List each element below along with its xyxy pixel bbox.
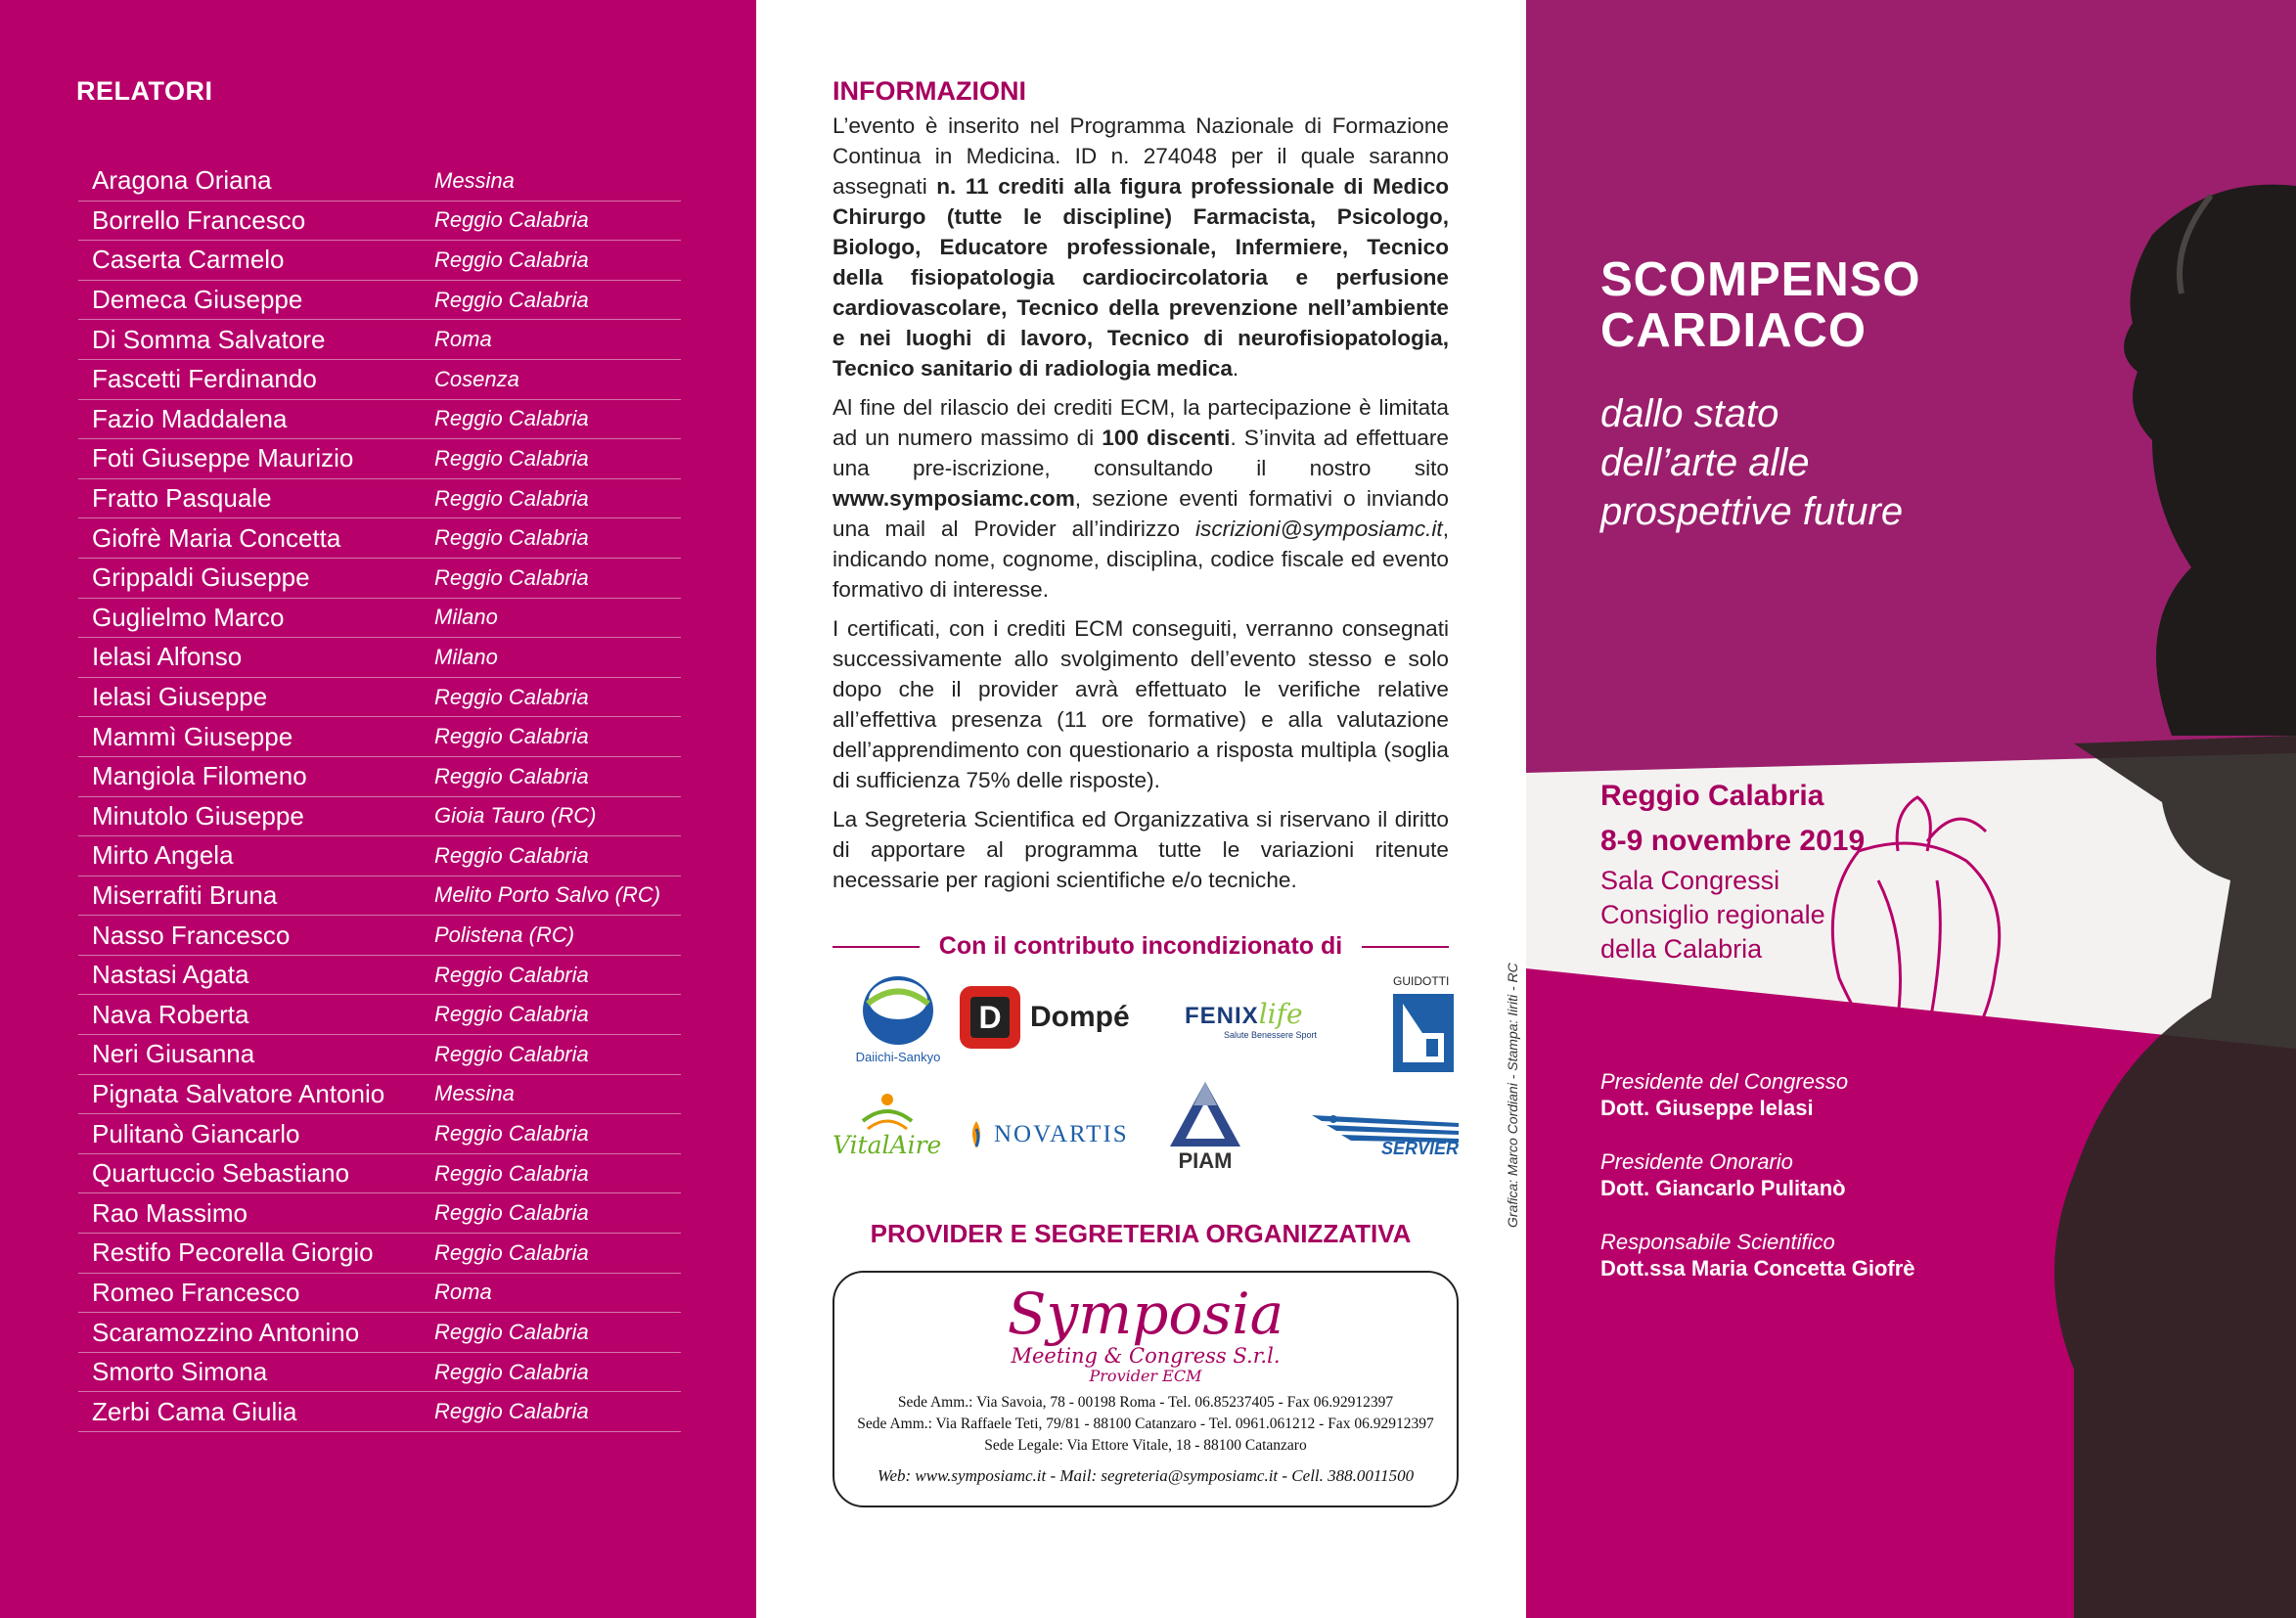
subtitle-line: dell’arte alle — [1600, 441, 1810, 484]
speaker-row — [78, 1075, 681, 1115]
provider-ecm: Provider ECM — [1089, 1367, 1202, 1385]
venue-line: Consiglio regionale — [1600, 900, 1825, 929]
cover-panel — [1526, 0, 2296, 1618]
event-date: 8-9 novembre 2019 — [1600, 825, 1866, 857]
speaker-city: Reggio Calabria — [434, 406, 589, 431]
info-paragraph-4: La Segreteria Scientifica ed Organizzativa si riservano il diritto di apportare al programma tutte le variazioni ritenute necessarie per ragioni scientifiche e/o tecniche. — [833, 807, 1449, 892]
speaker-row — [78, 757, 681, 797]
speaker-row — [78, 400, 681, 440]
speakers-heading: RELATORI — [76, 76, 213, 106]
speaker-row — [78, 599, 681, 639]
guidotti-emblem-icon — [1393, 988, 1454, 1072]
speaker-city: Reggio Calabria — [434, 763, 589, 788]
divider — [833, 946, 920, 948]
speaker-name: Ielasi Alfonso — [92, 642, 243, 672]
speaker-city: Roma — [434, 1280, 492, 1305]
speaker-city: Roma — [434, 327, 492, 352]
speaker-name: Mangiola Filomeno — [92, 761, 307, 791]
speaker-name: Neri Giusanna — [92, 1039, 255, 1069]
speaker-name: Mirto Angela — [92, 840, 234, 871]
speaker-city: Reggio Calabria — [434, 247, 589, 272]
speaker-row — [78, 876, 681, 917]
role-person: Dott. Giancarlo Pulitanò — [1600, 1176, 1846, 1200]
speaker-row — [78, 1353, 681, 1393]
speaker-city: Reggio Calabria — [434, 445, 589, 471]
speaker-city: Reggio Calabria — [434, 1002, 589, 1027]
speaker-row — [78, 995, 681, 1035]
dompe-emblem-icon — [960, 986, 1020, 1049]
daiichi-sankyo-logo — [834, 974, 962, 1064]
speaker-row — [78, 281, 681, 321]
servier-text: SERVIER — [1380, 1139, 1459, 1158]
speaker-name: Aragona Oriana — [92, 165, 272, 196]
fenix-script: life — [1258, 998, 1303, 1030]
subtitle-line: prospettive future — [1600, 490, 1904, 533]
speaker-row — [78, 1313, 681, 1353]
speaker-row — [78, 360, 681, 400]
speaker-name: Ielasi Giuseppe — [92, 682, 268, 712]
vitalaire-text: VitalAire — [833, 1131, 942, 1159]
provider-name: Symposia — [1007, 1281, 1284, 1347]
speaker-row — [78, 320, 681, 360]
speaker-city: Reggio Calabria — [434, 1200, 589, 1226]
speaker-city: Reggio Calabria — [434, 724, 589, 749]
speaker-name: Nasso Francesco — [92, 920, 291, 950]
speaker-row — [78, 678, 681, 718]
speaker-city: Reggio Calabria — [434, 1121, 589, 1146]
role-label: Presidente del Congresso — [1600, 1069, 1849, 1094]
info-panel — [756, 0, 1526, 1618]
speaker-name: Pignata Salvatore Antonio — [92, 1078, 385, 1108]
dompe-mark: D — [970, 997, 1010, 1038]
provider-address-1: Sede Amm.: Via Savoia, 78 - 00198 Roma - Tel. 06.85237405 - Fax 06.92912397 — [897, 1394, 1394, 1411]
speaker-row — [78, 202, 681, 242]
speaker-name: Foti Giuseppe Maurizio — [92, 443, 354, 473]
sponsor-logos — [833, 974, 1459, 1190]
sponsors-label: Con il contributo incondizionato di — [938, 932, 1343, 960]
speaker-row — [78, 916, 681, 956]
speaker-city: Messina — [434, 1081, 515, 1106]
speaker-city: Reggio Calabria — [434, 1041, 589, 1066]
speaker-city: Gioia Tauro (RC) — [434, 803, 597, 829]
event-subtitle — [1600, 389, 1903, 536]
info-paragraph-3: I certificati, con i crediti ECM conseguiti, verranno consegnati successivamente allo svolgimento dell’evento stesso e solo dopo che il provider avrà effettuato le verifiche relative all’effettiva presenza (11 ore formative) e alla valutazione dell’apprendimento con questionario a risposta multipla (soglia di sufficienza 75% delle risposte). — [833, 616, 1449, 792]
venue-line: della Calabria — [1600, 934, 1763, 964]
speaker-city: Polistena (RC) — [434, 922, 575, 948]
fenix-sub: Salute Benessere Sport — [1224, 1030, 1318, 1040]
speaker-row — [78, 1234, 681, 1274]
speaker-name: Minutolo Giuseppe — [92, 800, 304, 831]
speaker-name: Caserta Carmelo — [92, 245, 285, 275]
vitalaire-logo — [833, 1092, 941, 1159]
event-title — [1600, 254, 1921, 356]
speaker-city: Reggio Calabria — [434, 1160, 589, 1186]
info-paragraph-1 — [833, 111, 1449, 383]
speaker-name: Grippaldi Giuseppe — [92, 562, 310, 593]
fenix-text: FENIX — [1185, 1003, 1259, 1029]
speaker-city: Reggio Calabria — [434, 1359, 589, 1384]
provider-box — [833, 1271, 1459, 1507]
speaker-city: Reggio Calabria — [434, 1320, 589, 1345]
speaker-row — [78, 1274, 681, 1314]
piam-text: PIAM — [1178, 1148, 1233, 1173]
speaker-row — [78, 956, 681, 996]
info-text: Al fine del rilascio dei crediti ECM, la partecipazione è limitata ad un numero massimo di — [833, 395, 1449, 450]
info-text: L’evento è inserito nel Programma Nazionale di Formazione Continua in Medicina. ID n. 274048 per il quale saranno assegnati — [833, 113, 1449, 199]
speaker-city: Milano — [434, 644, 498, 669]
statue-image — [2054, 736, 2296, 1618]
speaker-city: Reggio Calabria — [434, 485, 589, 511]
speaker-city: Reggio Calabria — [434, 962, 589, 987]
event-roles — [1600, 1068, 1915, 1309]
speaker-city: Reggio Calabria — [434, 1239, 589, 1265]
info-heading: INFORMAZIONI — [833, 76, 1026, 106]
servier-logo — [1312, 1111, 1459, 1159]
info-paragraph-2 — [833, 392, 1449, 605]
speaker-row — [78, 161, 681, 202]
speaker-name: Di Somma Salvatore — [92, 324, 326, 354]
provider-contacts[interactable]: Web: www.symposiamc.it - Mail: segreteria@symposiamc.it - Cell. 388.0011500 — [877, 1466, 1415, 1485]
speaker-name: Nastasi Agata — [92, 960, 249, 990]
speaker-row — [78, 717, 681, 757]
title-line: SCOMPENSO — [1600, 253, 1921, 306]
speaker-city: Reggio Calabria — [434, 287, 589, 312]
speaker-city: Reggio Calabria — [434, 207, 589, 233]
event-venue — [1600, 864, 1865, 966]
divider — [1362, 946, 1449, 948]
speaker-name: Demeca Giuseppe — [92, 285, 303, 315]
speakers-panel — [0, 0, 756, 1618]
role-person: Dott. Giuseppe Ielasi — [1600, 1096, 1814, 1120]
info-text: , indicando nome, cognome, disciplina, codice fiscale ed evento formativo di interesse. — [833, 517, 1449, 602]
speaker-row — [78, 1392, 681, 1432]
title-line: CARDIACO — [1600, 304, 1868, 357]
speaker-name: Fazio Maddalena — [92, 403, 288, 433]
speaker-row — [78, 439, 681, 479]
speaker-city: Reggio Calabria — [434, 842, 589, 868]
daiichi-emblem-icon — [860, 974, 936, 1047]
daiichi-text: Daiichi-Sankyo — [855, 1050, 941, 1064]
speaker-city: Reggio Calabria — [434, 525, 589, 551]
role-label: Responsabile Scientifico — [1600, 1230, 1835, 1254]
speaker-row — [78, 797, 681, 837]
speaker-name: Guglielmo Marco — [92, 602, 285, 632]
speaker-row — [78, 836, 681, 876]
speaker-city: Messina — [434, 167, 515, 193]
speaker-city: Melito Porto Salvo (RC) — [434, 882, 661, 908]
speaker-city: Reggio Calabria — [434, 1399, 589, 1424]
provider-address-3: Sede Legale: Via Ettore Vitale, 18 - 88100 Catanzaro — [984, 1437, 1307, 1454]
dompe-logo — [960, 986, 1130, 1049]
speaker-name: Fratto Pasquale — [92, 483, 272, 514]
speaker-name: Scaramozzino Antonino — [92, 1317, 360, 1347]
sponsors-heading — [833, 932, 1449, 961]
speaker-city: Reggio Calabria — [434, 564, 589, 590]
info-text-bold: n. 11 crediti alla figura professionale di Medico Chirurgo (tutte le discipline) Farmacista, Psicologo, Biologo, Educatore professionale, Infermiere, Tecnico della fisiopatologia cardiocircolatoria e perfusione cardiovascolare, Tecnico della prevenzione nell’ambiente e nei luoghi di lavoro, Tecnico di neurofisiopatologia, Tecnico sanitario di radiologia medica — [833, 174, 1449, 381]
speaker-row — [78, 638, 681, 678]
venue-line: Sala Congressi — [1600, 866, 1780, 895]
speaker-row — [78, 241, 681, 281]
speaker-name: Romeo Francesco — [92, 1277, 300, 1307]
speaker-name: Giofrè Maria Concetta — [92, 522, 341, 553]
speaker-row — [78, 518, 681, 559]
info-text-bold: 100 discenti — [1102, 426, 1231, 450]
speaker-name: Fascetti Ferdinando — [92, 364, 317, 394]
speaker-name: Restifo Pecorella Giorgio — [92, 1237, 374, 1268]
speaker-name: Nava Roberta — [92, 999, 249, 1029]
speaker-name: Zerbi Cama Giulia — [92, 1396, 297, 1426]
event-location — [1600, 780, 1865, 966]
novartis-flame-icon — [965, 1119, 988, 1150]
provider-address-2: Sede Amm.: Via Raffaele Teti, 79/81 - 88100 Catanzaro - Tel. 0961.061212 - Fax 06.92912397 — [857, 1416, 1434, 1432]
vitalaire-emblem-icon — [858, 1092, 917, 1131]
info-text: . S’invita ad effettuare una pre-iscrizione, consultando il nostro sito — [833, 426, 1449, 480]
speaker-name: Pulitanò Giancarlo — [92, 1118, 300, 1148]
speaker-city: Reggio Calabria — [434, 684, 589, 709]
subtitle-line: dallo stato — [1600, 392, 1779, 435]
speaker-row — [78, 1154, 681, 1194]
speaker-row — [78, 559, 681, 599]
provider-subtitle: Meeting & Congress S.r.l. — [1011, 1344, 1281, 1368]
guidotti-text: GUIDOTTI — [1393, 974, 1450, 988]
speaker-row — [78, 479, 681, 519]
info-text: , sezione eventi formativi o inviando una mail al Provider all’indirizzo — [833, 486, 1449, 541]
speakers-list — [78, 161, 681, 1432]
graphics-credit: Grafica: Marco Cordiani - Stampa: Iiriti - RC — [1505, 963, 1520, 1228]
novartis-logo — [965, 1119, 1129, 1150]
speaker-city: Cosenza — [434, 366, 519, 391]
fenixlife-logo — [1185, 998, 1317, 1040]
info-text: . — [1232, 356, 1239, 381]
speaker-name: Borrello Francesco — [92, 204, 306, 235]
speaker-name: Rao Massimo — [92, 1197, 248, 1228]
novartis-text: NOVARTIS — [994, 1121, 1129, 1147]
website-link[interactable]: www.symposiamc.com — [833, 486, 1075, 511]
provider-title: PROVIDER E SEGRETERIA ORGANIZZATIVA — [870, 1219, 1412, 1248]
speaker-row — [78, 1035, 681, 1075]
statue-head-image — [2124, 185, 2296, 736]
guidotti-logo — [1393, 974, 1454, 1072]
speaker-row — [78, 1193, 681, 1234]
piam-emblem-icon — [1168, 1080, 1242, 1148]
speaker-name: Miserrafiti Bruna — [92, 879, 278, 910]
speaker-name: Smorto Simona — [92, 1357, 268, 1387]
speaker-name: Quartuccio Sebastiano — [92, 1158, 350, 1189]
speaker-row — [78, 1114, 681, 1154]
speaker-city: Milano — [434, 605, 498, 630]
email-link[interactable]: iscrizioni@symposiamc.it — [1195, 517, 1443, 541]
dompe-text: Dompé — [1030, 1001, 1130, 1033]
piam-logo — [1168, 1080, 1242, 1174]
role-label: Presidente Onorario — [1600, 1149, 1793, 1174]
event-city: Reggio Calabria — [1600, 780, 1824, 812]
speaker-name: Mammì Giuseppe — [92, 721, 293, 751]
role-person: Dott.ssa Maria Concetta Giofrè — [1600, 1256, 1915, 1281]
